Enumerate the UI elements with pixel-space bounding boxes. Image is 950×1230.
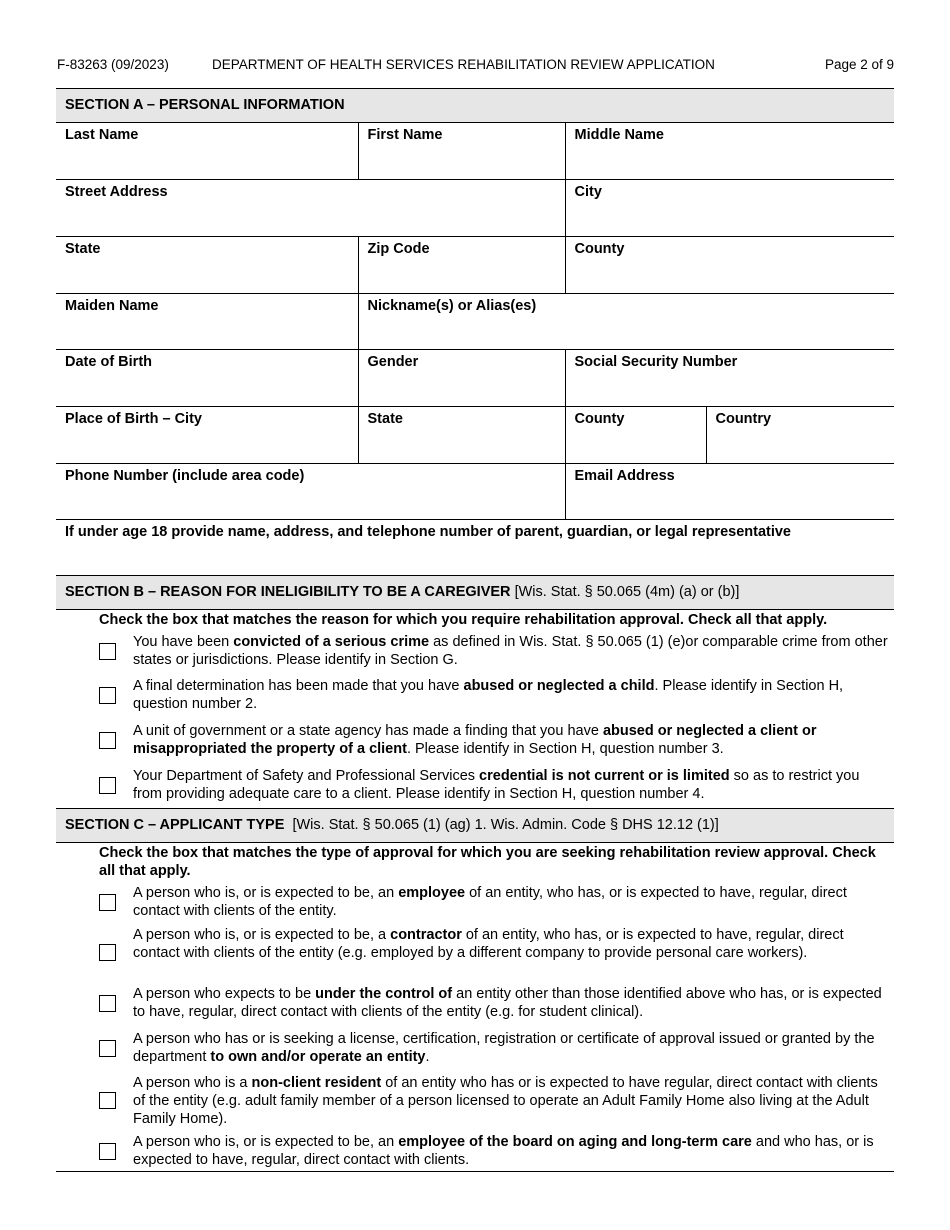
reason-checkbox[interactable] (99, 732, 116, 749)
reason-text: A final determination has been made that you have abused or neglected a child. Please identify in Section H, question number 2. (133, 678, 844, 712)
email-address-label: Email Address (574, 468, 675, 484)
birth-county-field[interactable] (565, 407, 706, 464)
phone-number-field[interactable] (56, 464, 565, 520)
applicant-type-text: A person who expects to be under the control of an entity other than those identified above who has, or is expected to have, regular, direct contact with clients of the entity (e.g. for student clinical). (133, 986, 882, 1020)
applicant-type-text: A person who is, or is expected to be, a contractor of an entity, who has, or is expected to have, regular, direct contact with clients of the entity (e.g. employed by a different company to provide personal care workers). (133, 927, 844, 961)
reason-text: A unit of government or a state agency has made a finding that you have abused or neglected a client or misappropriated the property of a client. Please identify in Section H, question number 3. (133, 723, 817, 757)
section-b-heading: SECTION B – REASON FOR INELIGIBILITY TO BE A CAREGIVER [Wis. Stat. § 50.065 (4m) (a) or (b)] (56, 575, 894, 610)
applicant-type-checkbox[interactable] (99, 944, 116, 961)
birth-county-label: County (574, 411, 625, 427)
reason-checkbox[interactable] (99, 777, 116, 794)
reason-checkbox[interactable] (99, 687, 116, 704)
list-item (99, 884, 889, 920)
applicant-type-text: A person who is, or is expected to be, an employee of an entity, who has, or is expected to have, regular, direct contact with clients of the entity. (133, 885, 847, 919)
list-item (99, 926, 889, 962)
section-b-instruction: Check the box that matches the reason for which you require rehabilitation approval. Check all that apply. (99, 612, 828, 628)
list-item (99, 633, 889, 669)
applicant-type-text: A person who is a non-client resident of an entity who has or is expected to have regular, direct contact with clients of the entity (e.g. adult family member of a person licensed to operate an Adult Family Home also living at the Adult Family Home). (133, 1075, 878, 1127)
first-name-field[interactable] (358, 123, 565, 180)
ssn-label: Social Security Number (574, 354, 738, 370)
city-field[interactable] (565, 180, 894, 237)
applicant-type-checkbox[interactable] (99, 894, 116, 911)
bottom-rule (56, 1171, 894, 1172)
date-of-birth-field[interactable] (56, 350, 358, 407)
applicant-type-checkbox[interactable] (99, 1092, 116, 1109)
birth-state-label: State (367, 411, 403, 427)
applicant-type-text: A person who has or is seeking a license, certification, registration or certificate of approval issued or granted by the department to own and/or operate an entity. (133, 1031, 875, 1065)
zip-code-field[interactable] (358, 237, 565, 294)
date-of-birth-label: Date of Birth (65, 354, 152, 370)
applicant-type-checkbox[interactable] (99, 1040, 116, 1057)
document-title: DEPARTMENT OF HEALTH SERVICES REHABILITATION REVIEW APPLICATION (212, 57, 715, 72)
middle-name-field[interactable] (565, 123, 894, 180)
last-name-field[interactable] (56, 123, 358, 180)
first-name-label: First Name (367, 127, 443, 143)
section-b-citation: [Wis. Stat. § 50.065 (4m) (a) or (b)] (514, 584, 740, 600)
email-address-field[interactable] (565, 464, 894, 520)
applicant-type-text: A person who is, or is expected to be, an employee of the board on aging and long-term care and who has, or is expected to have, regular, direct contact with clients. (133, 1134, 874, 1168)
form-number: F-83263 (09/2023) (57, 57, 169, 72)
applicant-type-checkbox[interactable] (99, 1143, 116, 1160)
city-label: City (574, 184, 602, 200)
section-c-heading: SECTION C – APPLICANT TYPE [Wis. Stat. § 50.065 (1) (ag) 1. Wis. Admin. Code § DHS 12.12 (1)] (56, 808, 894, 843)
county-label: County (574, 241, 625, 257)
guardian-info-field[interactable] (56, 520, 894, 577)
page-number: Page 2 of 9 (824, 57, 894, 72)
zip-code-label: Zip Code (367, 241, 430, 257)
applicant-type-checkbox[interactable] (99, 995, 116, 1012)
reason-text: Your Department of Safety and Professional Services credential is not current or is limited so as to restrict you from providing adequate care to a client. Please identify in Section H, question number 4. (133, 768, 860, 802)
list-item (99, 1030, 889, 1066)
section-c-instruction: Check the box that matches the type of approval for which you are seeking rehabilitation review approval. Check all that apply. (99, 845, 876, 879)
gender-field[interactable] (358, 350, 565, 407)
nicknames-label: Nickname(s) or Alias(es) (367, 298, 537, 314)
middle-name-label: Middle Name (574, 127, 664, 143)
list-item (99, 985, 889, 1021)
street-address-label: Street Address (65, 184, 168, 200)
list-item (99, 767, 889, 803)
birth-state-field[interactable] (358, 407, 565, 464)
last-name-label: Last Name (65, 127, 139, 143)
birth-city-field[interactable] (56, 407, 358, 464)
street-address-field[interactable] (56, 180, 565, 237)
maiden-name-label: Maiden Name (65, 298, 159, 314)
personal-info-table (56, 122, 894, 577)
phone-number-label: Phone Number (include area code) (65, 468, 305, 484)
list-item (99, 722, 889, 758)
county-field[interactable] (565, 237, 894, 294)
state-label: State (65, 241, 101, 257)
nicknames-field[interactable] (358, 294, 894, 350)
maiden-name-field[interactable] (56, 294, 358, 350)
section-c-citation: [Wis. Stat. § 50.065 (1) (ag) 1. Wis. Admin. Code § DHS 12.12 (1)] (292, 817, 719, 833)
state-field[interactable] (56, 237, 358, 294)
guardian-info-label: If under age 18 provide name, address, and telephone number of parent, guardian, or legal representative (65, 524, 791, 540)
gender-label: Gender (367, 354, 419, 370)
list-item (99, 1133, 889, 1169)
birth-country-field[interactable] (706, 407, 894, 464)
reason-checkbox[interactable] (99, 643, 116, 660)
list-item (99, 677, 889, 713)
birth-city-label: Place of Birth – City (65, 411, 202, 427)
section-a-heading: SECTION A – PERSONAL INFORMATION (56, 88, 894, 123)
reason-text: You have been convicted of a serious crime as defined in Wis. Stat. § 50.065 (1) (e)or comparable crime from other states or jurisdictions. Please identify in Section G. (133, 634, 888, 668)
ssn-field[interactable] (565, 350, 894, 407)
birth-country-label: Country (715, 411, 772, 427)
list-item (99, 1074, 889, 1128)
